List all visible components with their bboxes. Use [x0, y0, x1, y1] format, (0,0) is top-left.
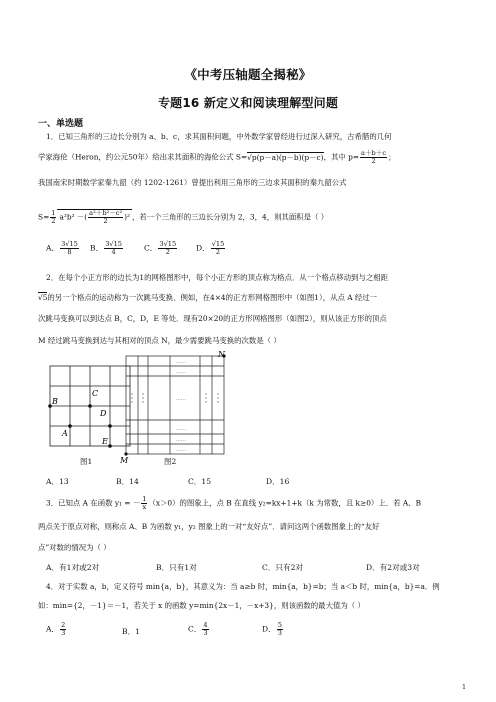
q2-line2: √5的另一个格点的运动称为一次跳马变换．例如，在4×4的正方形网格图形中（如图1），从点 A 经过一 — [38, 293, 378, 302]
q1-option-a[interactable]: A． $\frac{3√15}{8}$ — [46, 240, 78, 256]
series-title: 《中考压轴题全揭秘》 — [184, 67, 312, 82]
q3-line1: 3．已知点 A 在函数 y₁ = － $\frac{1}{x}$ （x＞0）的图象上，点 B 在直线 y₂=kx+1+k（k 为常数，且 k≥0）上．若 A、B — [46, 495, 421, 511]
dots-top: …… — [176, 359, 186, 365]
q4-option-d[interactable]: D． $\frac{5}{3}$ — [262, 621, 282, 637]
dots-upper: …… — [176, 369, 186, 375]
label-c: C — [92, 389, 99, 398]
q1-qin-formula: a²b² －( $\frac{\text{a²＋b²－c²}}{2}$ )² — [59, 209, 130, 225]
q2-line4: M 经过跳马变换到达与其相对的顶点 N，最少需要跳马变换的次数是（ ） — [38, 336, 281, 345]
q4-option-b[interactable]: B．1 — [122, 627, 141, 636]
label-n: N — [218, 350, 225, 359]
q4-option-a[interactable]: A． $\frac{2}{3}$ — [46, 621, 66, 637]
q1-option-b[interactable]: B． $\frac{3√15}{4}$ — [90, 240, 122, 256]
q3-option-a[interactable]: A．有1对或2对 — [46, 563, 100, 572]
q3-line2: 两点关于原点对称，则称点 A、B 为函数 y₁，y₂ 图象上的一对“友好点”．请问这两个函数图象上的“友好 — [38, 522, 380, 531]
q1-line1: 1．已知三角形的三边长分别为 a、b、c，求其面积问题，中外数学家曾经进行过深入研究，古希腊的几何 — [46, 132, 392, 141]
figure-2-grid — [112, 350, 232, 465]
q2-line3: 次跳马变换可以到达点 B，C，D，E 等处．现有20×20的正方形网格图形（如图2），则从该正方形的顶点 — [38, 314, 387, 323]
q3-option-d[interactable]: D．有2对或3对 — [366, 563, 420, 572]
figure-2-caption: 图2 — [164, 457, 177, 466]
q1-line2: 学家海伦（Heron，约公元50年）给出求其面积的海伦公式 S=√p(p－a)(p－b)(p－c)，其中 p= $\frac{a+b+c}{2}$ ； — [38, 149, 396, 165]
q4-line1: 4．对于实数 a，b，定义符号 min{a，b}，其意义为：当 a≥b 时，min{a，b}=b；当 a＜b 时，min{a，b}=a．例 — [46, 582, 440, 591]
q4-line2: 如：min={2，－1}＝－1，若关于 x 的函数 y=min{2x－1，－x+3}，则该函数的最大值为（ ） — [38, 601, 365, 610]
dots-bottom: …… — [176, 437, 186, 443]
point-a — [68, 424, 72, 428]
q1-heron-formula: √p(p－a)(p－b)(p－c) — [247, 152, 324, 162]
q1-option-d[interactable]: D． $\frac{√15}{2}$ — [196, 240, 225, 256]
q2-option-a[interactable]: A．13 — [46, 477, 69, 486]
q1-line4: S= $\frac{1}{2}$ a²b² －( $\frac{\text{a²＋b²－c²}}{2}$ )² ，若一个三角形的三边长分别为 2，3，4，则其面积是（ ） — [38, 209, 329, 225]
topic-title: 专题16 新定义和阅读理解型问题 — [157, 96, 339, 110]
page-number: 1 — [462, 684, 466, 691]
q3-option-c[interactable]: C．只有2对 — [262, 563, 304, 572]
q1-heron-text: 学家海伦（Heron，约公元50年）给出求其面积的海伦公式 S= — [38, 152, 248, 162]
q2-option-c[interactable]: C．15 — [188, 477, 212, 486]
label-a: A — [62, 429, 68, 438]
q1-line3: 我国南宋时期数学家秦九韶（约 1202-1261）曾提出利用三角形的三边求其面积的秦九韶公式 — [38, 178, 347, 187]
q3-line3: 点”对数的情况为（ ） — [38, 543, 111, 552]
q2-option-b[interactable]: B．14 — [116, 477, 139, 486]
label-m: M — [120, 456, 129, 465]
dots-bottom2: …… — [176, 447, 186, 453]
label-e: E — [102, 437, 108, 446]
label-d: D — [100, 409, 107, 418]
figure-1-caption: 图1 — [80, 457, 93, 466]
q1-p-fraction: $\frac{a+b+c}{2}$ — [361, 149, 387, 165]
q1-p-text: ，其中 p= — [323, 152, 360, 162]
dots-lower: …… — [176, 426, 186, 432]
point-c — [88, 404, 92, 408]
q2-line1: 2．在每个小正方形的边长为1的网格图形中，每个小正方形的顶点称为格点．从一个格点移动到与之相距 — [46, 273, 388, 282]
q3-fraction: $\frac{1}{x}$ — [142, 495, 147, 511]
q3-option-b[interactable]: B．只有1对 — [156, 563, 197, 572]
q4-option-c[interactable]: C． $\frac{4}{3}$ — [188, 621, 208, 637]
q1-half: $\frac{1}{2}$ — [51, 209, 56, 225]
label-b: B — [52, 397, 58, 406]
dots-middle: …… — [176, 396, 186, 402]
q1-option-c[interactable]: C． $\frac{3√15}{2}$ — [144, 240, 177, 256]
q2-option-d[interactable]: D．16 — [266, 477, 290, 486]
section-heading: 一、单选题 — [38, 119, 84, 129]
